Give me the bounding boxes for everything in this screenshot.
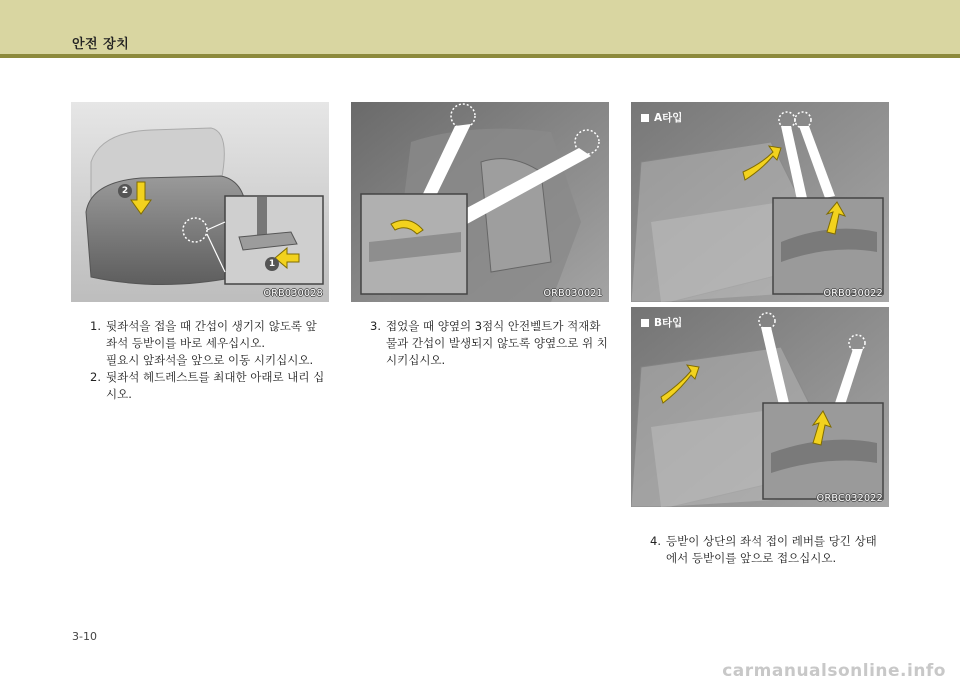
step-text: 접었을 때 양옆의 3점식 안전벨트가 적재화 물과 간섭이 발생되지 않도록 양옆으로 위 치 시키십시오.: [386, 319, 608, 367]
seat-fold-a-illustration: [631, 102, 889, 302]
bullet-square-icon: [641, 319, 649, 327]
step-text: 뒷좌석을 접을 때 간섭이 생기지 않도록 앞 좌석 등받이를 바로 세우십시오.: [106, 319, 317, 350]
step-number: 1.: [90, 319, 101, 333]
bullet-square-icon: [641, 114, 649, 122]
header-rule: [0, 54, 960, 58]
section-title: 안전 장치: [72, 37, 130, 52]
step-number: 4.: [650, 534, 661, 548]
steps-column-2: [370, 318, 610, 369]
figure-code: ORB030021: [543, 288, 603, 299]
step-number: 3.: [370, 319, 381, 333]
step-text: 뒷좌석 헤드레스트를 최대한 아래로 내리 십시오.: [106, 370, 325, 401]
steps-column-1: [90, 318, 330, 403]
callout-1: 1: [265, 257, 279, 271]
step-note: 필요시 앞좌석을 앞으로 이동 시키십시오.: [106, 353, 314, 367]
headrest-illustration: [71, 102, 329, 302]
type-label-text: B타입: [654, 317, 683, 329]
seat-fold-b-illustration: [631, 307, 889, 507]
watermark: carmanualsonline.info: [722, 661, 946, 681]
type-label-text: A타입: [654, 112, 683, 124]
type-label-b: [641, 315, 682, 330]
figure-code: ORBC032022: [816, 493, 883, 504]
seatbelt-illustration: [351, 102, 609, 302]
figure-a-type: [631, 102, 889, 302]
figure-b-type: [631, 307, 889, 507]
step-2: [90, 369, 330, 403]
steps-column-3: [650, 533, 890, 567]
callout-2: 2: [118, 184, 132, 198]
figure-code: ORB030022: [823, 288, 883, 299]
step-1: [90, 318, 330, 352]
figure-code: ORB030028: [263, 288, 323, 299]
type-label-a: [641, 110, 682, 125]
page-number: 3-10: [72, 630, 97, 643]
step-text: 등받이 상단의 좌석 접이 레버를 당긴 상태 에서 등받이를 앞으로 접으십시오.: [666, 534, 877, 565]
step-3: [370, 318, 610, 369]
header-band: [0, 0, 960, 54]
step-number: 2.: [90, 370, 101, 384]
step-4: [650, 533, 890, 567]
figure-headrest: [71, 102, 329, 302]
figure-seatbelt: [351, 102, 609, 302]
